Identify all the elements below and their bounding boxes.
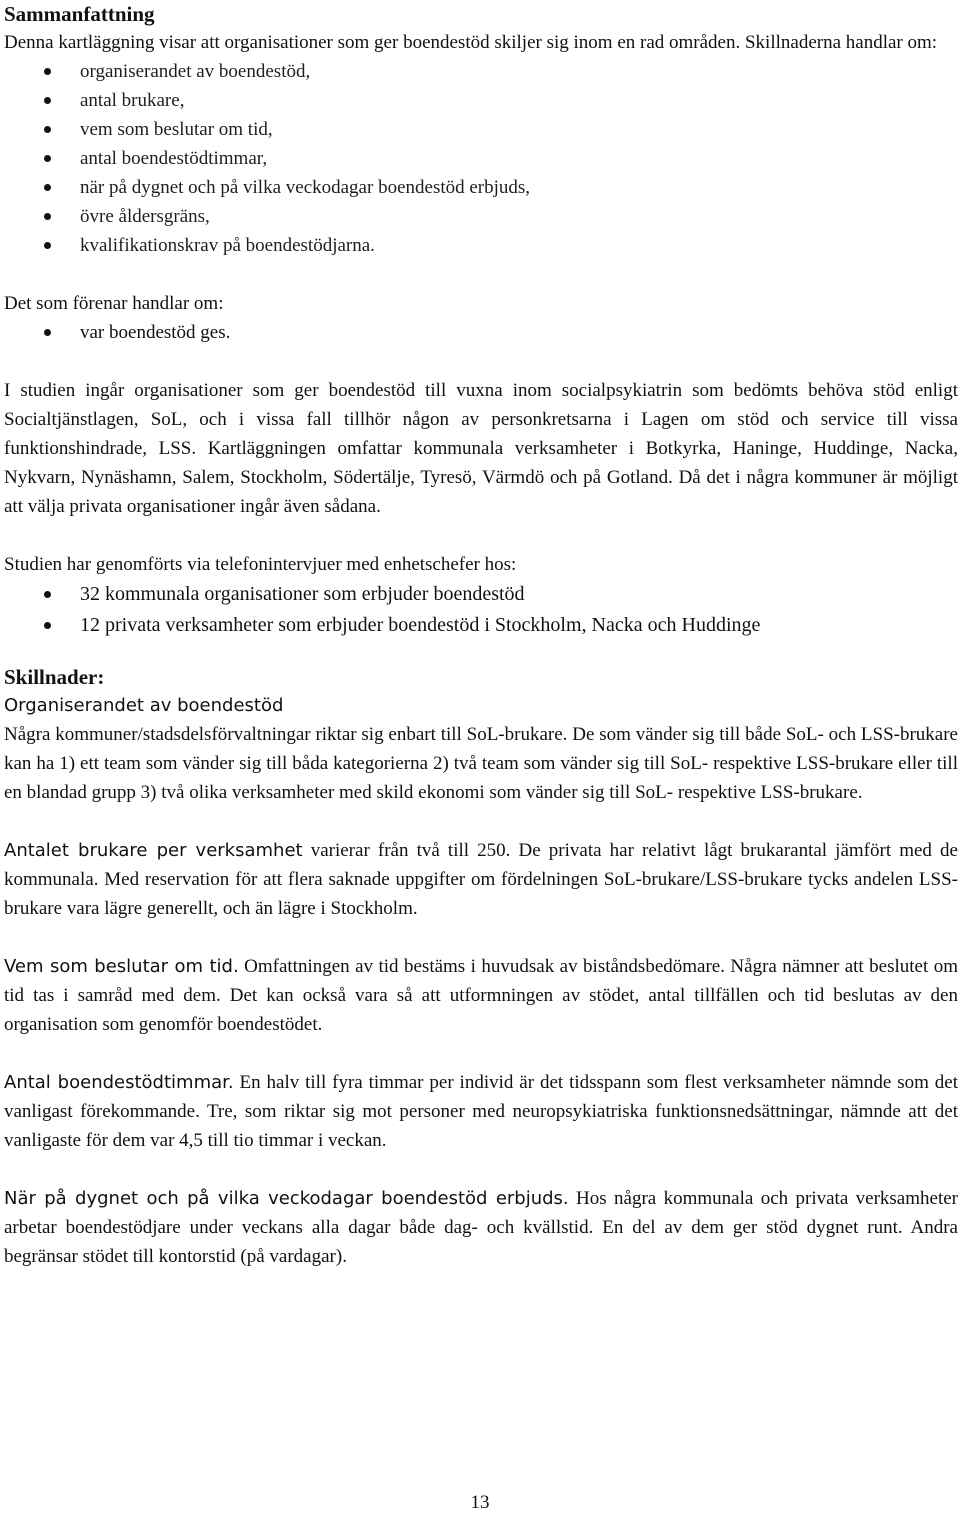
summary-intro: Denna kartläggning visar att organisationer som ger boendestöd skiljer sig inom en rad områden. Skillnaderna handlar om: [4, 32, 938, 53]
time-lead: Vem som beslutar om tid. [4, 956, 239, 977]
hours-lead: Antal boendestödtimmar. [4, 1072, 234, 1093]
bullet-icon [44, 213, 51, 220]
method-intro: Studien har genomförts via telefonintervjuer med enhetschefer hos: [4, 554, 517, 575]
spacer [4, 807, 958, 836]
spacer [4, 260, 958, 289]
users-paragraph: Antalet brukare per verksamhet varierar från två till 250. De privata har relativt lågt brukarantal jämfört med de kommunala. Med reservation för att flera saknade uppgifter om fördelningen SoL-brukare/LSS-brukare tycks andelen LSS-brukare vara lägre generellt, och än lägre i Stockholm. [4, 840, 958, 919]
bullet-icon [44, 242, 51, 249]
common-intro: Det som förenar handlar om: [4, 293, 224, 314]
spacer [4, 923, 958, 952]
document-page [4, 0, 958, 1271]
bullet-icon [44, 591, 51, 598]
organization-paragraph: Några kommuner/stadsdelsförvaltningar riktar sig enbart till SoL-brukare. De som vänder sig till både SoL- och LSS-brukare kan ha 1) ett team som vänder sig till båda kategorierna 2) två team som vänder sig till SoL- respektive LSS-brukare eller till en blandad grupp 3) två olika verksamheter med skild ekonomi som vänder sig till SoL- respektive LSS-brukare. [4, 724, 958, 803]
spacer [4, 641, 958, 663]
study-paragraph: I studien ingår organisationer som ger boendestöd till vuxna inom socialpsykiatrin som bedömts behöva stöd enligt Socialtjänstlagen, SoL, och i vissa fall tillhör någon av personkretsarna i Lagen om stöd och service till vissa funktionshindrade, LSS. Kartläggningen omfattar kommunala verksamheter i Botkyrka, Haninge, Huddinge, Nacka, Nykvarn, Nynäshamn, Salem, Stockholm, Södertälje, Tyresö, Värmdö och på Gotland. Då det i några kommuner är möjligt att välja privata organisationer ingår även sådana. [4, 380, 958, 517]
list-item: antal boendestödtimmar, [4, 144, 958, 173]
users-lead: Antalet brukare per verksamhet [4, 840, 303, 861]
list-item: övre åldersgräns, [4, 202, 958, 231]
time-paragraph: Vem som beslutar om tid. Omfattningen av tid bestäms i huvudsak av biståndsbedömare. Några nämner att beslutet om tid tas i samråd med dem. Det kan också vara så att utformningen av stödet, antal tillfällen och tid beslutas av den organisation som genomför boendestödet. [4, 956, 958, 1035]
bullet-icon [44, 622, 51, 629]
bullet-icon [44, 68, 51, 75]
method-list [4, 579, 958, 641]
list-item: antal brukare, [4, 86, 958, 115]
list-item: var boendestöd ges. [4, 318, 958, 347]
bullet-icon [44, 329, 51, 336]
page-number: 13 [470, 1492, 490, 1513]
list-item: organiserandet av boendestöd, [4, 57, 958, 86]
list-item: när på dygnet och på vilka veckodagar boendestöd erbjuds, [4, 173, 958, 202]
differences-heading: Skillnader: [4, 665, 105, 689]
spacer [4, 521, 958, 550]
spacer [4, 1155, 958, 1184]
organization-title: Organiserandet av boendestöd [4, 695, 284, 716]
when-paragraph: När på dygnet och på vilka veckodagar boendestöd erbjuds. Hos några kommunala och privata verksamheter arbetar boendestödjare under veckans alla dagar både dag- och kvällstid. En del av dem ger stöd dygnet runt. Andra begränsar stödet till kontorstid (på vardagar). [4, 1188, 958, 1267]
differences-list [4, 57, 958, 260]
spacer [4, 347, 958, 376]
hours-paragraph: Antal boendestödtimmar. En halv till fyra timmar per individ är det tidsspann som flest verksamheter nämnde som det vanligast förekommande. Tre, som riktar sig mot personer med neuropsykiatriska funktionsnedsättningar, nämnde att det vanligaste för dem var 4,5 till tio timmar i veckan. [4, 1072, 958, 1151]
bullet-icon [44, 97, 51, 104]
bullet-icon [44, 155, 51, 162]
bullet-icon [44, 126, 51, 133]
summary-heading: Sammanfattning [4, 2, 155, 26]
list-item: 32 kommunala organisationer som erbjuder boendestöd [4, 579, 958, 610]
bullet-icon [44, 184, 51, 191]
list-item: vem som beslutar om tid, [4, 115, 958, 144]
spacer [4, 1039, 958, 1068]
common-list [4, 318, 958, 347]
when-lead: När på dygnet och på vilka veckodagar boendestöd erbjuds. [4, 1188, 569, 1209]
list-item: 12 privata verksamheter som erbjuder boendestöd i Stockholm, Nacka och Huddinge [4, 610, 958, 641]
list-item: kvalifikationskrav på boendestödjarna. [4, 231, 958, 260]
